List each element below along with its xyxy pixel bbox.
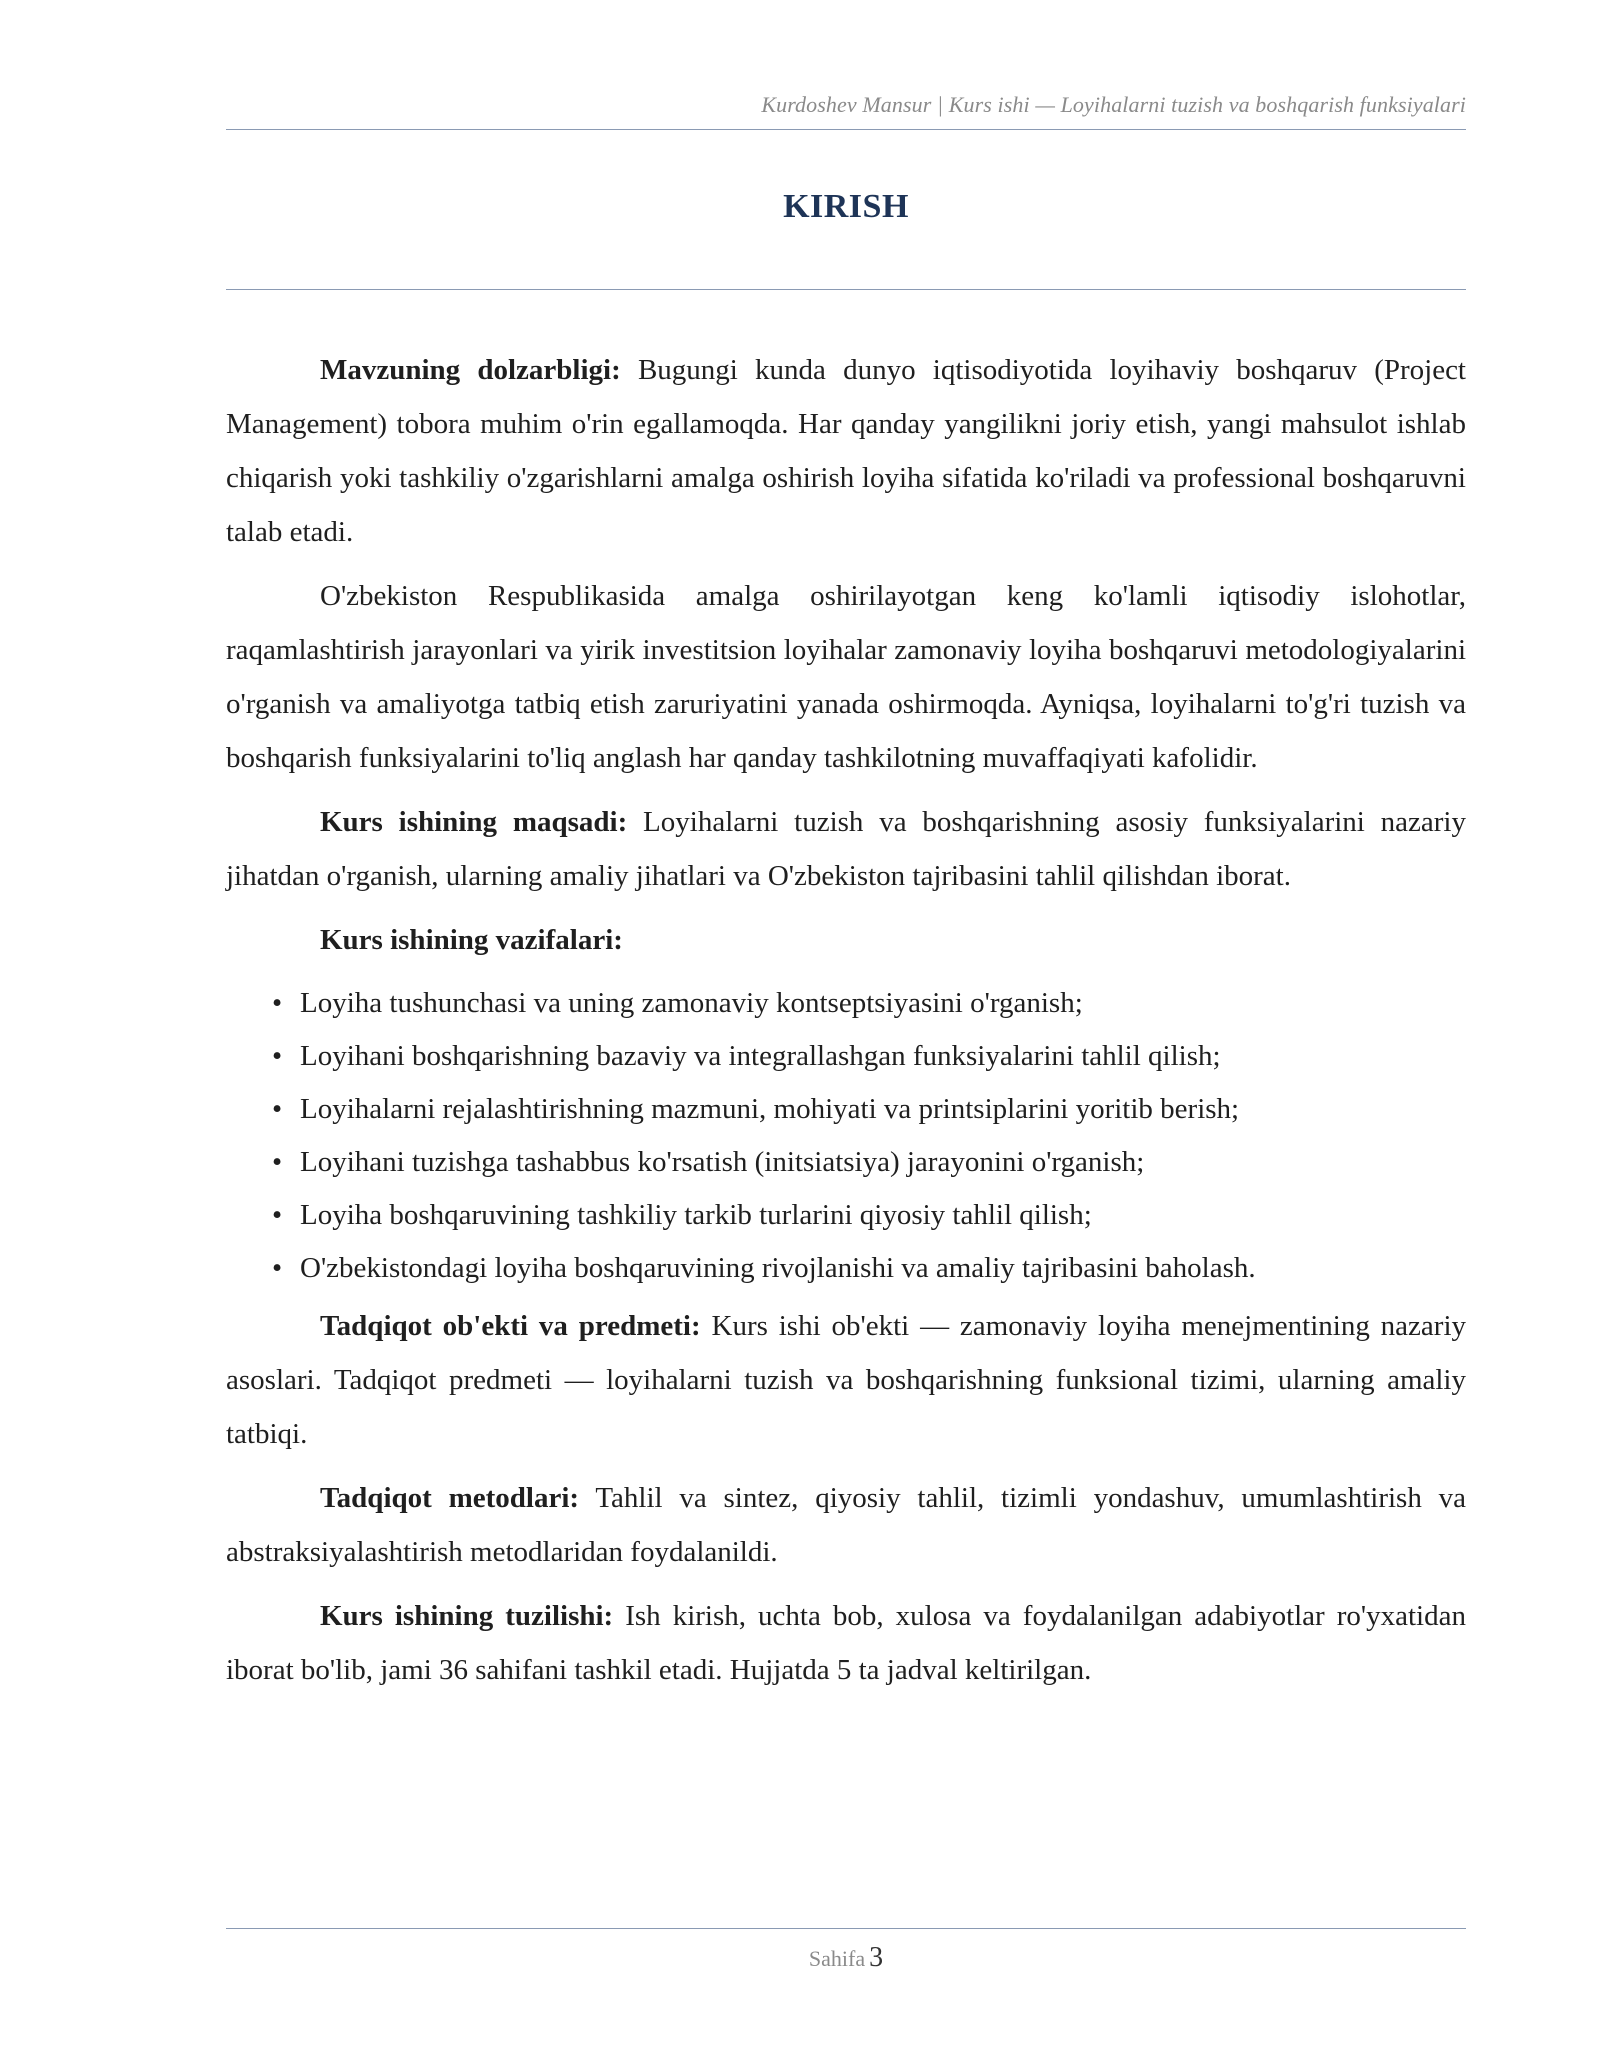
footer-rule [226,1928,1466,1929]
paragraph-methods [226,1471,1466,1579]
body-content [226,343,1466,1707]
list-item [272,1242,1466,1295]
bullet-icon: • [272,1199,283,1231]
bullet-icon: • [272,1093,283,1125]
page-label: Sahifa [808,1946,866,1971]
list-item [272,1030,1466,1083]
paragraph-text: O'zbekiston Respublikasida amalga oshirilayotgan keng ko'lamli iqtisodiy islohotlar, raqamlashtirish jarayonlari va yirik investitsion loyihalar zamonaviy loyiha boshqaruvi metodologiyalarini o'rganish va amaliyotga tatbiq etish zaruriyatini yanada oshirmoqda. Ayniqsa, loyihalarni to'g'ri tuzish va boshqarish funksiyalarini to'liq anglash har qanday tashkilotning muvaffaqiyati kafolidir. [226,580,1466,774]
paragraph-text: Bugungi kunda dunyo iqtisodiyotida loyihaviy boshqaruv (Project Management) tobora muhim o'rin egallamoqda. Har qanday yangilikni joriy etish, yangi mahsulot ishlab chiqarish yoki tashkiliy o'zgarishlarni amalga oshirish loyiha sifatida ko'riladi va professional boshqaruvni talab etadi. [226,354,1466,548]
tasks-list [226,977,1466,1295]
paragraph-goal [226,795,1466,903]
list-item [272,1189,1466,1242]
paragraph-text: Loyihalarni tuzish va boshqarishning asosiy funksiyalarini nazariy jihatdan o'rganish, ularning amaliy jihatlari va O'zbekiston tajribasini tahlil qilishdan iborat. [226,806,1466,892]
page-number: 3 [869,1942,884,1973]
chapter-title: KIRISH [783,188,909,225]
paragraph-text: Ish kirish, uchta bob, xulosa va foydalanilgan adabiyotlar ro'yxatidan iborat bo'lib, jami 36 sahifani tashkil etadi. Hujjatda 5 ta jadval keltirilgan. [226,1600,1466,1686]
bullet-icon: • [272,1146,283,1178]
bullet-icon: • [272,987,283,1019]
paragraph-text: Tahlil va sintez, qiyosiy tahlil, tizimli yondashuv, umumlashtirish va abstraksiyalashtirish metodlaridan foydalanildi. [226,1482,1466,1568]
list-item [272,1136,1466,1189]
tasks-heading: Kurs ishining vazifalari: [320,924,623,956]
paragraph-relevance [226,343,1466,559]
paragraph-lead: Tadqiqot metodlari: [320,1482,580,1514]
paragraph-lead: Kurs ishining tuzilishi: [320,1600,614,1632]
paragraph-lead: Mavzuning dolzarbligi: [320,354,621,386]
list-item-text: Loyihani tuzishga tashabbus ko'rsatish (initsiatsiya) jarayonini o'rganish; [300,1146,1145,1178]
paragraph-object [226,1299,1466,1461]
list-item [272,1083,1466,1136]
header-rule [226,129,1466,130]
paragraph-lead: Tadqiqot ob'ekti va predmeti: [320,1310,701,1342]
paragraph-text: Kurs ishi ob'ekti — zamonaviy loyiha menejmentining nazariy asoslari. Tadqiqot predmeti — loyihalarni tuzish va boshqarishning funksional tizimi, ularning amaliy tatbiqi. [226,1310,1467,1450]
bullet-icon: • [272,1040,283,1072]
list-item-text: Loyiha boshqaruvining tashkiliy tarkib turlarini qiyosiy tahlil qilish; [300,1199,1092,1231]
paragraph-structure [226,1589,1466,1697]
list-item-text: Loyihani boshqarishning bazaviy va integrallashgan funksiyalarini tahlil qilish; [300,1040,1221,1072]
paragraph-context [226,569,1466,785]
page-footer [226,1942,1466,1974]
list-item-text: Loyiha tushunchasi va uning zamonaviy kontseptsiyasini o'rganish; [300,987,1083,1019]
list-item-text: Loyihalarni rejalashtirishning mazmuni, mohiyati va printsiplarini yoritib berish; [300,1093,1240,1125]
list-item [272,977,1466,1030]
bullet-icon: • [272,1252,283,1284]
title-rule [226,289,1466,290]
running-header: Kurdoshev Mansur | Kurs ishi — Loyihalarni tuzish va boshqarish funksiyalari [761,92,1466,117]
paragraph-lead: Kurs ishining maqsadi: [320,806,628,838]
list-item-text: O'zbekistondagi loyiha boshqaruvining rivojlanishi va amaliy tajribasini baholash. [300,1252,1256,1284]
